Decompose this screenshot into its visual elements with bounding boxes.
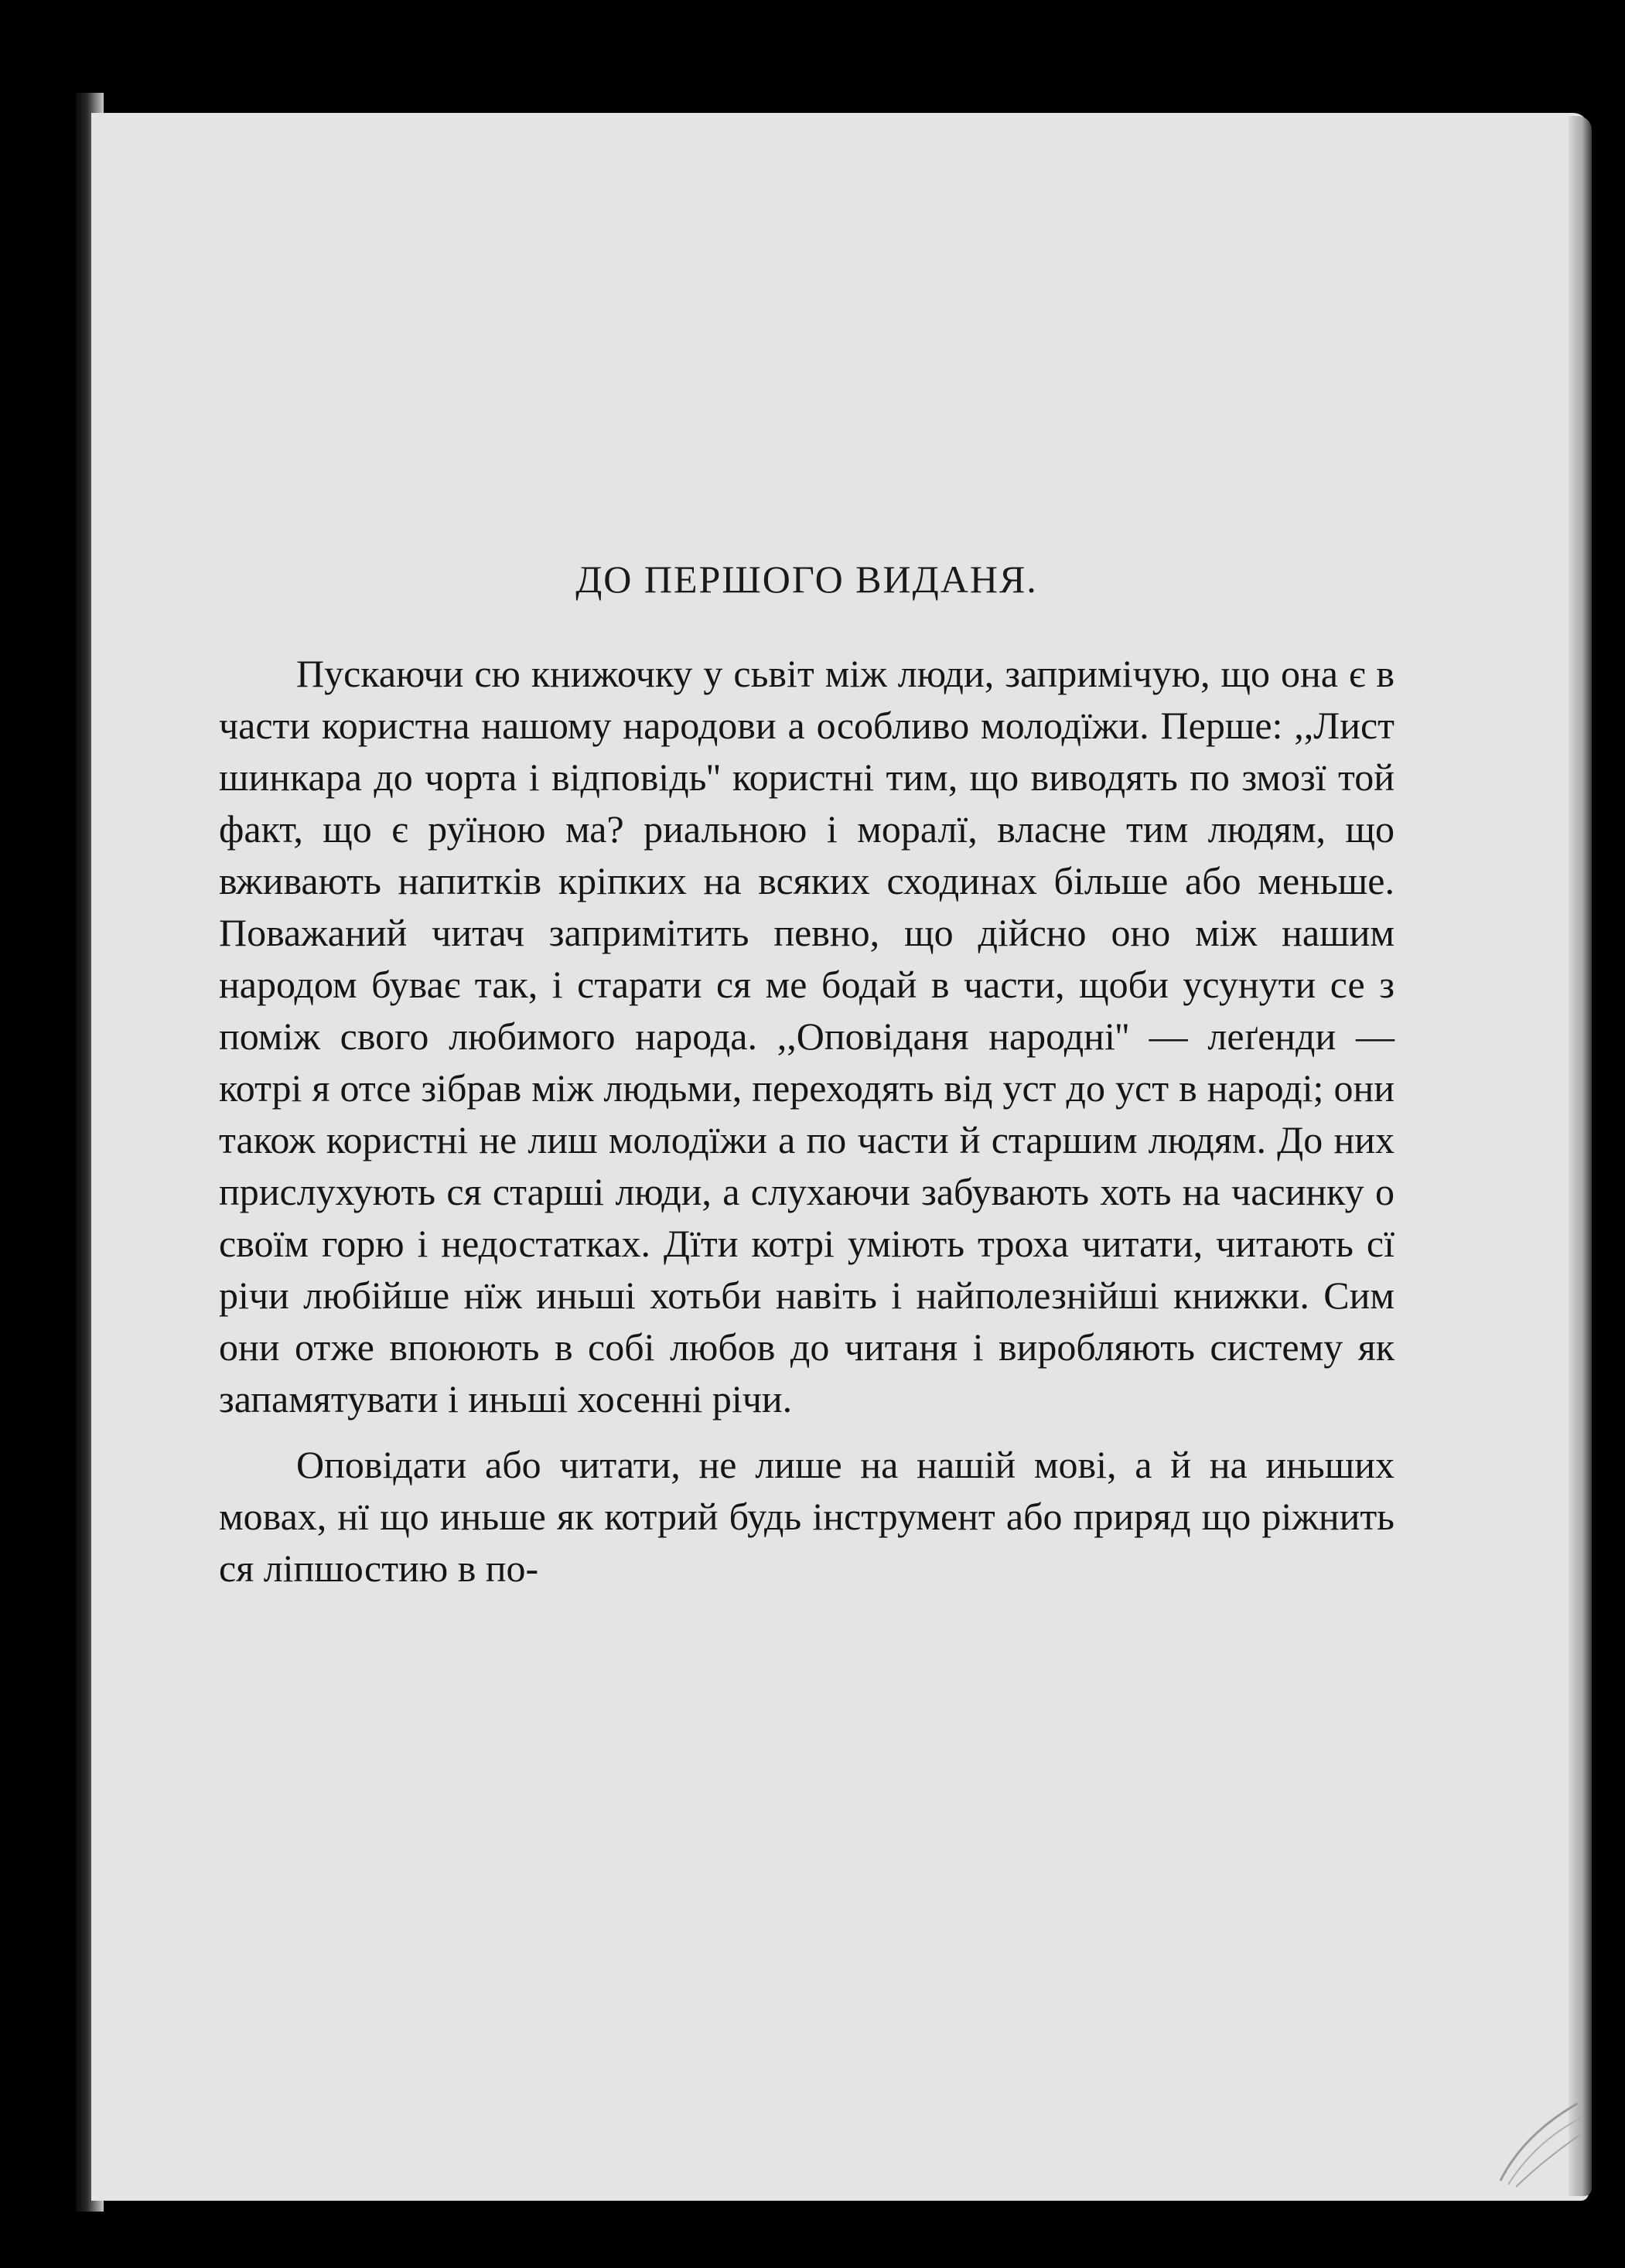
page-edge-shadow bbox=[1569, 116, 1592, 2196]
paragraph-2: Оповідати або читати, не лише на нашій мові, а й на иньших мовах, нї що иньше як котрий будь інструмент або приряд що ріжнить ся ліпшостию в по- bbox=[219, 1443, 1395, 1590]
document-text-block bbox=[219, 557, 1395, 1608]
page-title: ДО ПЕРШОГО ВИДАНЯ. bbox=[575, 558, 1038, 601]
page-corner-fold-icon bbox=[1493, 2088, 1586, 2188]
paragraph-1: Пускаючи сю книжочку у сьвіт між люди, запримічую, що она є в части користна нашому народови а особливо молодїжи. Перше: ,,Лист шинкара до чорта і відповідь'' користні тим, що виводять по змозї той факт, що є руїною ма? риальною і моралї, власне тим людям, що вживають напитків кріпких на всяких сходинах більше або меньше. Поважаний читач запримітить певно, що дійсно оно між нашим народом буває так, і старати ся ме бодай в части, щоби усунути се з поміж свого любимого народа. ,,Оповіданя народні'' — леґенди — котрі я отсе зібрав між людьми, переходять від уст до уст в народі; они також користні не лиш молодїжи а по части й старшим людям. До них прислухують ся старші люди, а слухаючи забувають хоть на часинку о своїм горю і недостатках. Дїти котрі уміють троха читати, читають сї річи любійше нїж иньші хотьби навіть і найполезнійші книжки. Сим они отже впоюють в собі любов до читаня і виробляють систему як запамятувати і иньші хосенні річи. bbox=[219, 652, 1395, 1420]
